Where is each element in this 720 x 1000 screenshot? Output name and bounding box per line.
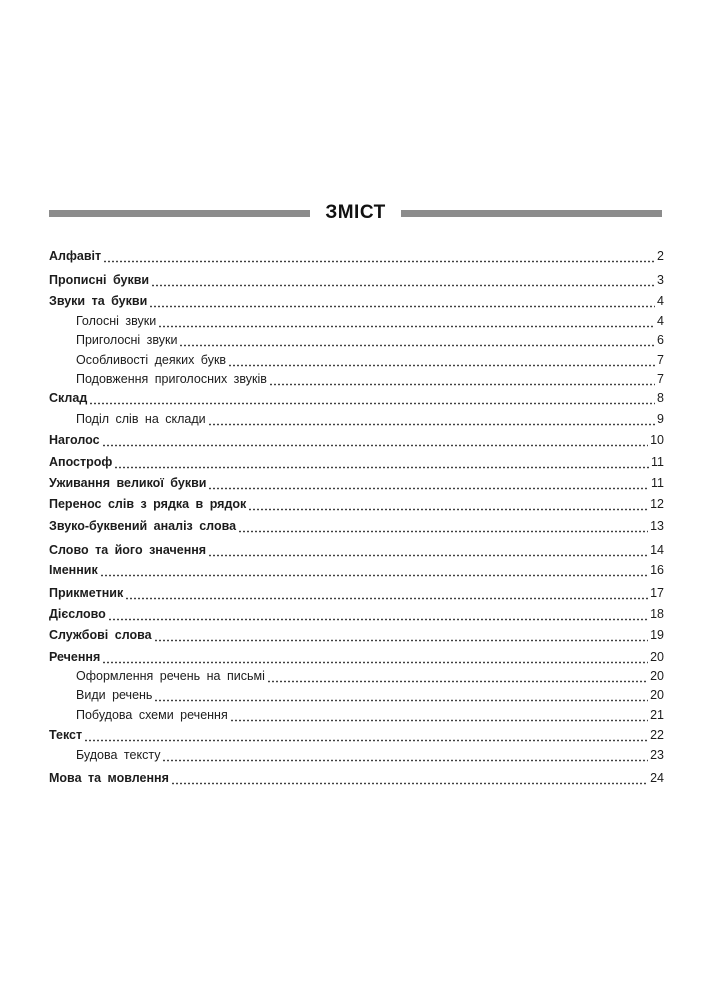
toc-entry-page-number: 3: [657, 273, 664, 287]
toc-entry-label: Прикметник: [49, 586, 124, 600]
toc-entry-page-number: 8: [657, 391, 664, 405]
toc-entry-page-number: 23: [650, 748, 664, 762]
toc-entry-page-number: 18: [650, 607, 664, 621]
toc-entry-label: Будова тексту: [76, 748, 161, 762]
toc-entry-label: Голосні звуки: [76, 314, 157, 328]
dot-leader: [102, 430, 649, 450]
toc-entry-label: Подовження приголосних звуків: [76, 372, 267, 386]
toc-entry-label: Дієслово: [49, 607, 106, 621]
toc-entry-label: Службові слова: [49, 628, 152, 642]
toc-subentry: [49, 745, 664, 765]
toc-entry-label: Поділ слів на склади: [76, 412, 206, 426]
dot-leader: [208, 473, 649, 493]
toc-subentry: [49, 311, 664, 331]
toc-entry-label: Види речень: [76, 688, 153, 702]
toc-entry-label: Склад: [49, 391, 88, 405]
toc-entry: [49, 583, 664, 603]
dot-leader: [238, 516, 648, 536]
toc-entry: [49, 540, 664, 560]
dot-leader: [108, 604, 648, 624]
dot-leader: [154, 685, 648, 705]
toc-entry-page-number: 9: [657, 412, 664, 426]
toc-entry-page-number: 22: [650, 728, 664, 742]
dot-leader: [208, 540, 648, 560]
toc-entry-label: Приголосні звуки: [76, 333, 178, 347]
toc-entry-label: Текст: [49, 728, 83, 742]
toc-entry-page-number: 7: [657, 353, 664, 367]
dot-leader: [84, 725, 648, 745]
toc-entry-label: Слово та його значення: [49, 543, 207, 557]
toc-entry-page-number: 11: [651, 476, 664, 490]
toc-entry: [49, 494, 664, 514]
heading-rule-right: [401, 210, 662, 217]
toc-entry: [49, 625, 664, 645]
toc-subentry: [49, 666, 664, 686]
contents-title: ЗМІСТ: [325, 202, 386, 223]
toc-entry: [49, 430, 664, 450]
dot-leader: [151, 270, 655, 290]
dot-leader: [267, 666, 648, 686]
toc-entry-page-number: 4: [657, 314, 664, 328]
toc-entry-page-number: 4: [657, 294, 664, 308]
toc-entry: [49, 768, 664, 788]
contents-heading: [49, 200, 662, 226]
toc-entry: [49, 291, 664, 311]
toc-entry-label: Алфавіт: [49, 249, 102, 263]
toc-entry-page-number: 20: [650, 688, 664, 702]
toc-entry-label: Перенос слів з рядка в рядок: [49, 497, 247, 511]
dot-leader: [89, 388, 655, 408]
toc-entry-page-number: 6: [657, 333, 664, 347]
toc-entry-page-number: 16: [650, 563, 664, 577]
toc-entry: [49, 388, 664, 408]
toc-entry-label: Мова та мовлення: [49, 771, 169, 785]
toc-entry-label: Іменник: [49, 563, 98, 577]
toc-subentry: [49, 705, 664, 725]
toc-entry-label: Звуки та букви: [49, 294, 148, 308]
dot-leader: [162, 745, 648, 765]
toc-entry-page-number: 17: [650, 586, 664, 600]
dot-leader: [208, 409, 655, 429]
toc-entry-label: Звуко-буквений аналіз слова: [49, 519, 237, 533]
toc-subentry: [49, 330, 664, 350]
toc-entry-label: Речення: [49, 650, 101, 664]
dot-leader: [179, 330, 655, 350]
toc-entry: [49, 452, 664, 472]
toc-entry: [49, 725, 664, 745]
toc-entry: [49, 473, 664, 493]
dot-leader: [248, 494, 648, 514]
dot-leader: [154, 625, 649, 645]
toc-entry-page-number: 10: [650, 433, 664, 447]
toc-entry-label: Апостроф: [49, 455, 113, 469]
toc-entry-page-number: 20: [650, 669, 664, 683]
toc-entry: [49, 246, 664, 266]
toc-entry-page-number: 14: [650, 543, 664, 557]
dot-leader: [114, 452, 649, 472]
heading-rule-left: [49, 210, 310, 217]
dot-leader: [149, 291, 655, 311]
toc-entry: [49, 270, 664, 290]
toc-entry: [49, 516, 664, 536]
toc-entry-page-number: 12: [650, 497, 664, 511]
toc-entry-label: Побудова схеми речення: [76, 708, 228, 722]
toc-subentry: [49, 350, 664, 370]
toc-entry-label: Прописні букви: [49, 273, 150, 287]
dot-leader: [230, 705, 648, 725]
toc-entry-page-number: 11: [651, 455, 664, 469]
toc-entry-page-number: 19: [650, 628, 664, 642]
toc-entry-label: Наголос: [49, 433, 100, 447]
toc-entry: [49, 647, 664, 667]
toc-entry-label: Особливості деяких букв: [76, 353, 227, 367]
toc-entry: [49, 560, 664, 580]
toc-subentry: [49, 409, 664, 429]
dot-leader: [228, 350, 655, 370]
dot-leader: [102, 647, 648, 667]
toc-entry-page-number: 13: [650, 519, 664, 533]
toc-entry-page-number: 2: [657, 249, 664, 263]
dot-leader: [103, 246, 655, 266]
toc-subentry: [49, 369, 664, 389]
toc-entry-label: Уживання великої букви: [49, 476, 207, 490]
toc-entry-page-number: 7: [657, 372, 664, 386]
toc-entry-page-number: 24: [650, 771, 664, 785]
dot-leader: [125, 583, 648, 603]
dot-leader: [171, 768, 648, 788]
dot-leader: [158, 311, 655, 331]
dot-leader: [100, 560, 648, 580]
toc-entry-label: Оформлення речень на письмі: [76, 669, 265, 683]
toc-entry-page-number: 20: [650, 650, 664, 664]
toc-entry: [49, 604, 664, 624]
toc-entry-page-number: 21: [650, 708, 664, 722]
toc-subentry: [49, 685, 664, 705]
dot-leader: [269, 369, 655, 389]
